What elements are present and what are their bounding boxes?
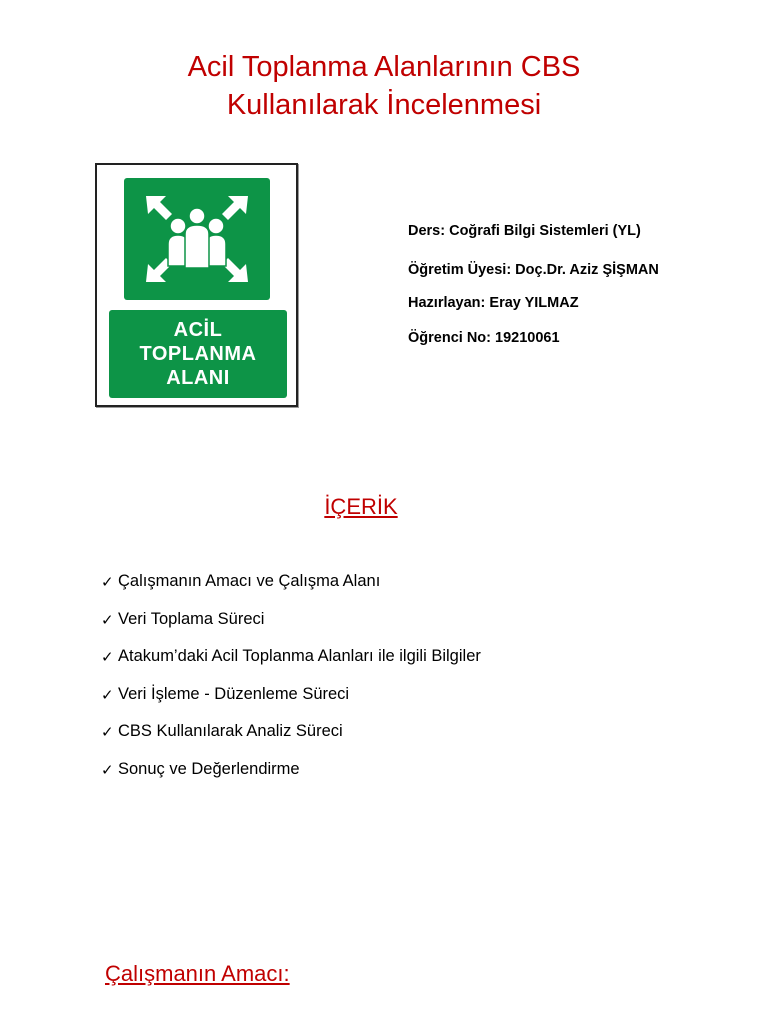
checkmark-icon: ✓ xyxy=(101,724,114,741)
sign-text-line-3: ALANI xyxy=(166,367,230,389)
title-line-1: Acil Toplanma Alanlarının CBS xyxy=(187,51,581,83)
list-item xyxy=(101,722,481,760)
list-item-label: Veri İşleme - Düzenleme Süreci xyxy=(118,684,350,703)
checkmark-icon: ✓ xyxy=(101,611,114,629)
checkmark-icon: ✓ xyxy=(101,761,114,779)
checkmark-icon: ✓ xyxy=(101,574,114,591)
section-heading: Çalışmanın Amacı: xyxy=(105,961,290,986)
checkmark-icon: ✓ xyxy=(101,686,114,704)
assembly-point-icon xyxy=(124,178,270,300)
list-item-label: Çalışmanın Amacı ve Çalışma Alanı xyxy=(118,572,381,590)
instructor-name: Öğretim Üyesi: Doç.Dr. Aziz ŞİŞMAN xyxy=(408,262,659,278)
assembly-point-graphic xyxy=(124,178,270,300)
assembly-area-sign xyxy=(95,163,298,407)
sign-text-line-2: TOPLANMA xyxy=(139,343,257,365)
list-item-label: CBS Kullanılarak Analiz Süreci xyxy=(118,722,343,740)
prepared-by: Hazırlayan: Eray YILMAZ xyxy=(408,295,579,311)
list-item xyxy=(101,685,481,723)
list-item-label: Sonuç ve Değerlendirme xyxy=(118,759,300,778)
list-item-label: Veri Toplama Süreci xyxy=(118,609,265,628)
student-number: Öğrenci No: 19210061 xyxy=(408,330,560,346)
sign-text-line-1: ACİL xyxy=(173,319,223,341)
checkmark-icon: ✓ xyxy=(101,649,114,666)
list-item xyxy=(101,610,481,648)
list-item xyxy=(101,572,481,610)
list-item xyxy=(101,647,481,685)
list-item xyxy=(101,760,481,798)
title-line-2: Kullanılarak İncelenmesi xyxy=(226,89,542,121)
contents-heading: İÇERİK xyxy=(324,494,398,519)
list-item-label: Atakum’daki Acil Toplanma Alanları ile ilgili Bilgiler xyxy=(118,647,481,665)
sign-text-panel xyxy=(109,310,287,398)
document-title xyxy=(0,48,768,124)
contents-list xyxy=(101,572,481,797)
course-name: Ders: Coğrafi Bilgi Sistemleri (YL) xyxy=(408,223,641,239)
